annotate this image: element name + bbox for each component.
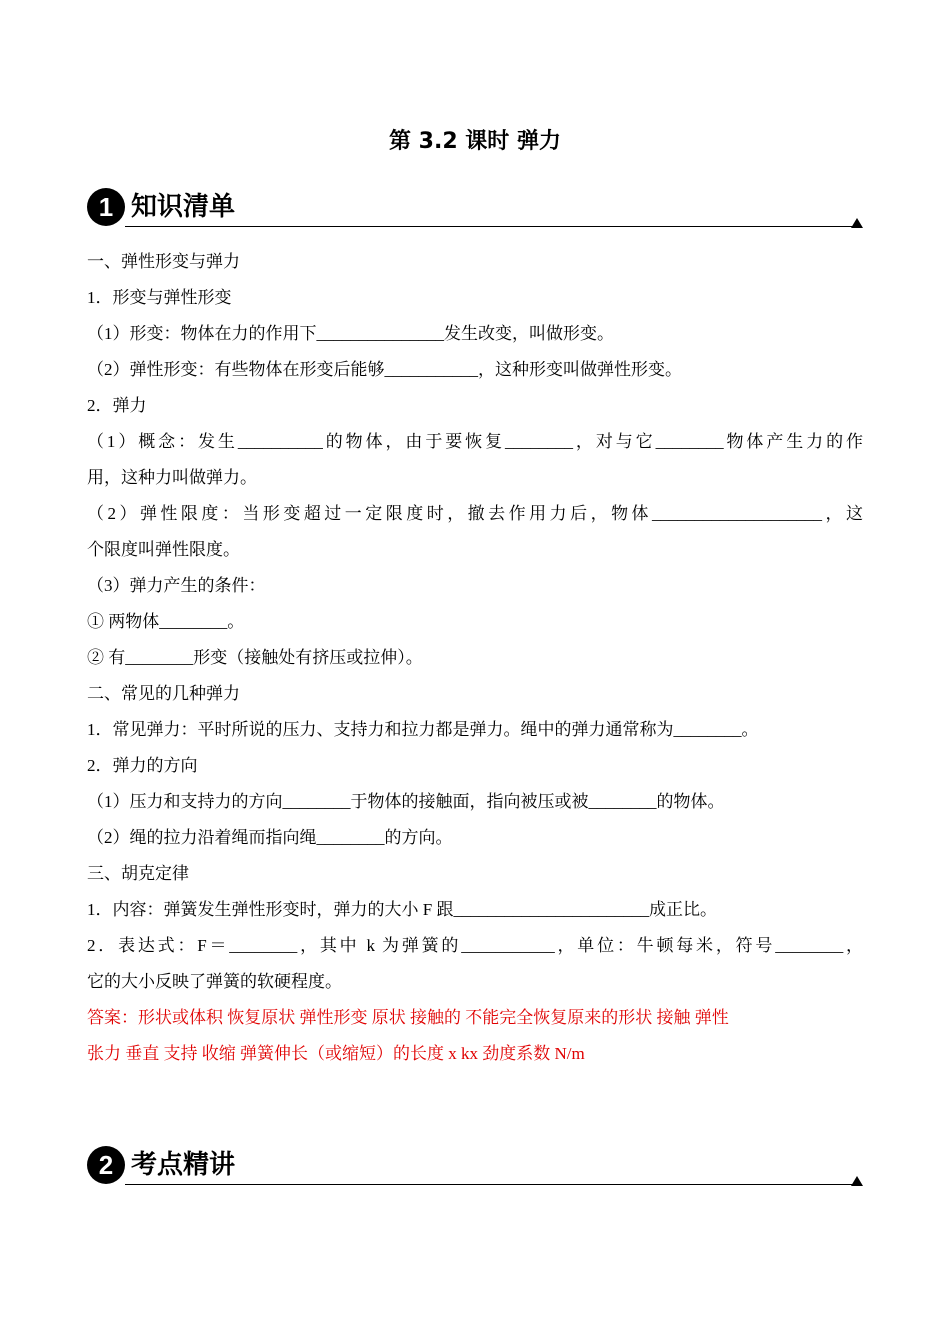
text-line: 1．常见弹力：平时所说的压力、支持力和拉力都是弹力。绳中的弹力通常称为________。 (87, 720, 759, 739)
text-line: （1）概念：发生__________的物体，由于要恢复________，对与它________物体产生力的作 (87, 432, 863, 451)
text-line: 1．内容：弹簧发生弹性形变时，弹力的大小 F 跟_______________________成正比。 (87, 900, 717, 919)
text-line: 2．弹力 (87, 396, 147, 415)
text-line: 它的大小反映了弹簧的软硬程度。 (87, 972, 342, 991)
section-number-badge: 2 (87, 1146, 125, 1184)
text-line: （2）弹性限度：当形变超过一定限度时，撤去作用力后，物体____________________，这 (87, 504, 863, 523)
text-line: 用，这种力叫做弹力。 (87, 468, 257, 487)
heading-2: 二、常见的几种弹力 (87, 684, 240, 703)
section-title: 知识清单 (131, 192, 236, 222)
page-title: 第 3.2 课时 弹力 (389, 129, 561, 154)
text-line: 个限度叫弹性限度。 (87, 540, 240, 559)
section-header-key-points (87, 1146, 863, 1186)
heading-1: 一、弹性形变与弹力 (87, 252, 240, 271)
heading-3: 三、胡克定律 (87, 864, 189, 883)
text-line: 2．弹力的方向 (87, 756, 198, 775)
text-line: 1．形变与弹性形变 (87, 288, 232, 307)
text-line: （1）形变：物体在力的作用下_______________发生改变，叫做形变。 (87, 324, 614, 343)
knowledge-list (87, 244, 863, 1072)
text-line: （2）绳的拉力沿着绳而指向绳________的方向。 (87, 828, 453, 847)
section-number-badge: 1 (87, 188, 125, 226)
text-line: （1）压力和支持力的方向________于物体的接触面，指向被压或被________的物体。 (87, 792, 725, 811)
text-line: （2）弹性形变：有些物体在形变后能够___________，这种形变叫做弹性形变。 (87, 360, 682, 379)
section-title: 考点精讲 (131, 1150, 236, 1180)
answer-line: 答案：形状或体积 恢复原状 弹性形变 原状 接触的 不能完全恢复原来的形状 接触 弹性 (87, 1008, 729, 1027)
text-line: （3）弹力产生的条件： (87, 576, 266, 595)
triangle-icon (851, 1176, 863, 1186)
section-rule (125, 1184, 853, 1185)
text-line: 2．表达式：F＝________，其中 k 为弹簧的___________，单位：牛顿每米，符号________， (87, 936, 863, 955)
answer-line: 张力 垂直 支持 收缩 弹簧伸长（或缩短）的长度 x kx 劲度系数 N/m (87, 1044, 585, 1063)
section-rule (125, 226, 853, 227)
text-line: ① 两物体________。 (87, 612, 245, 631)
triangle-icon (851, 218, 863, 228)
section-header-knowledge (87, 188, 863, 228)
text-line: ② 有________形变（接触处有挤压或拉伸）。 (87, 648, 423, 667)
